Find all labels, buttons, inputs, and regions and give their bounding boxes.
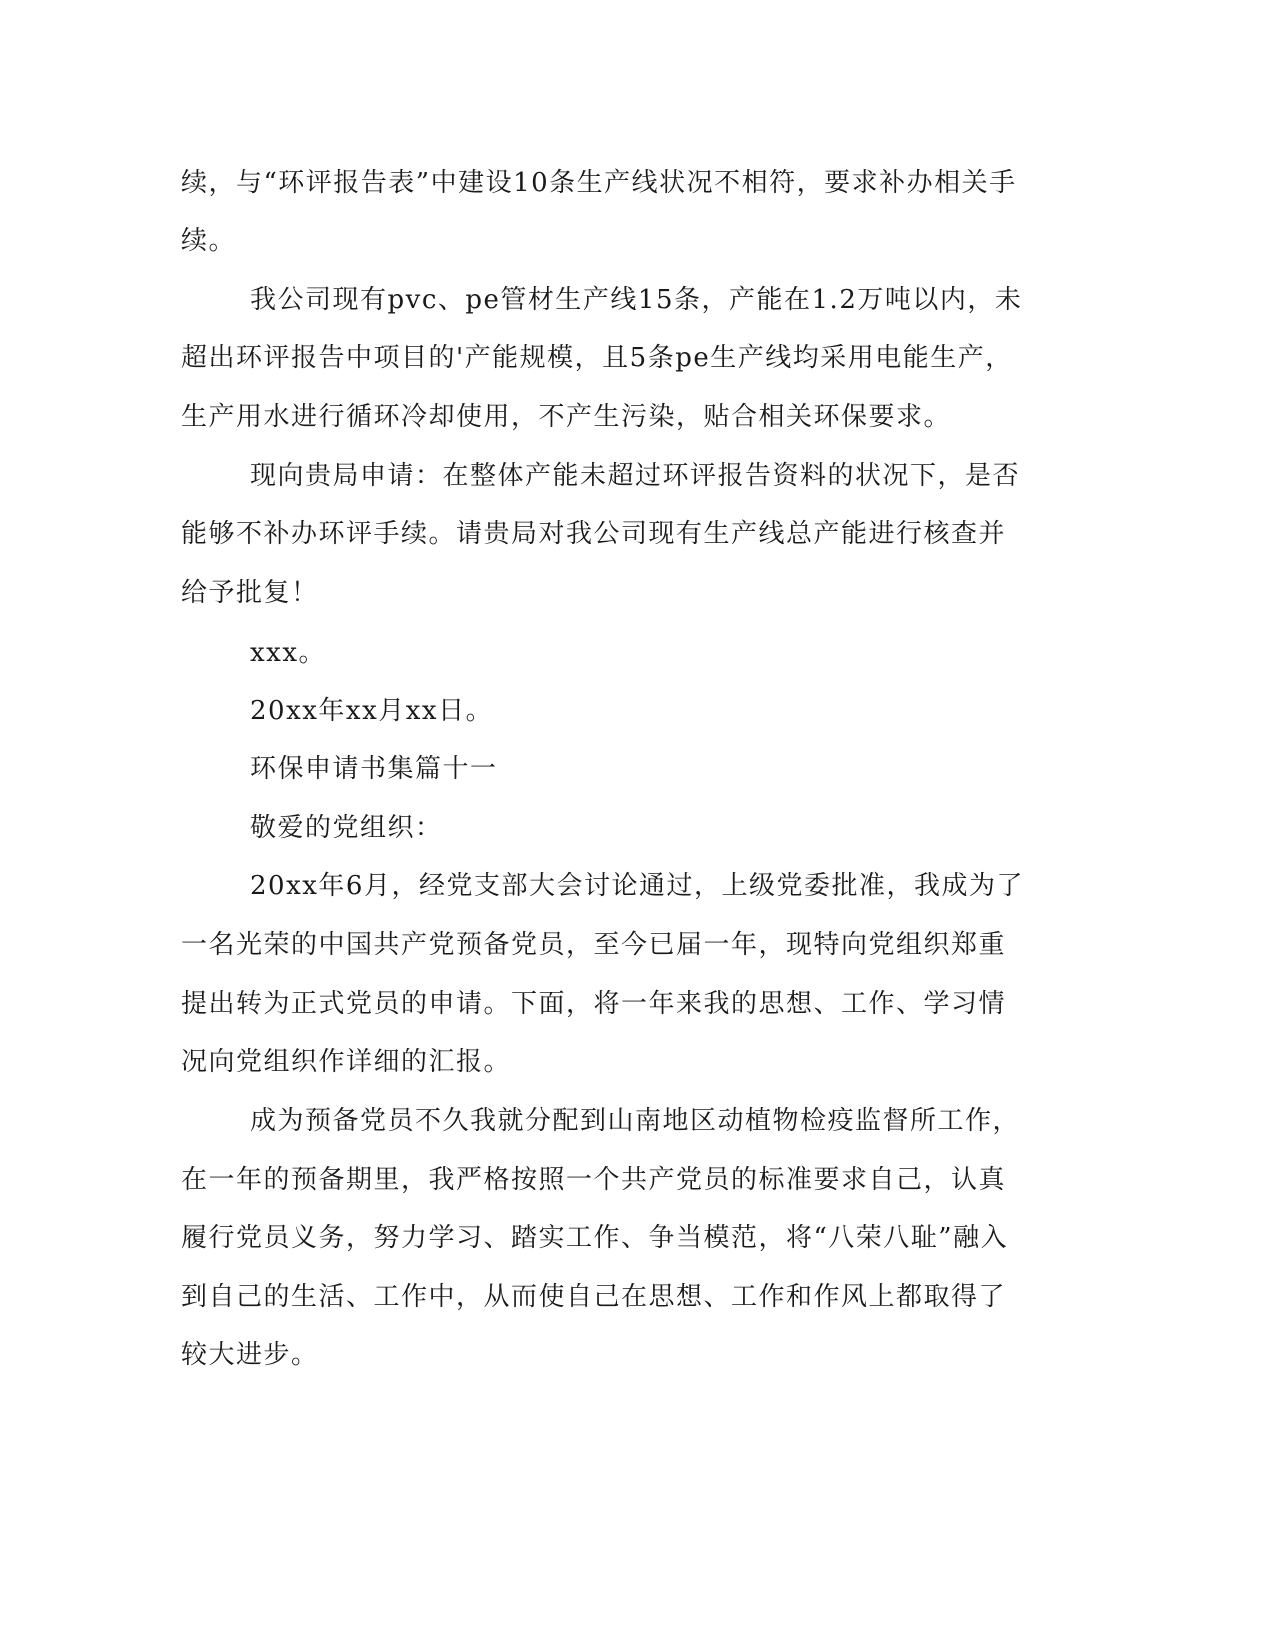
paragraph-first-line: 我公司现有pvc、pe管材生产线15条，产能在1.2万吨以内，未 xyxy=(250,285,1023,315)
signature-date: 20xx年xx月xx日。 xyxy=(250,696,494,726)
text-line: 续。 xyxy=(181,226,237,256)
paragraph-first-line: 20xx年6月，经党支部大会讨论通过，上级党委批准，我成为了 xyxy=(250,871,1024,901)
text-line: 到自己的生活、工作中，从而使自己在思想、工作和作风上都取得了 xyxy=(181,1282,1007,1312)
section-heading: 环保申请书集篇十一 xyxy=(250,754,498,784)
text-line: 一名光荣的中国共产党预备党员，至今已届一年，现特向党组织郑重 xyxy=(181,930,1007,960)
text-line: 况向党组织作详细的汇报。 xyxy=(181,1047,512,1077)
text-line: 给予批复！ xyxy=(181,578,319,608)
paragraph-first-line: 现向贵局申请：在整体产能未超过环评报告资料的状况下，是否 xyxy=(250,461,1021,491)
salutation: 敬爱的党组织： xyxy=(250,813,443,843)
text-line: 履行党员义务，努力学习、踏实工作、争当模范，将“八荣八耻”融入 xyxy=(181,1223,1009,1253)
text-line: 生产用水进行循环冷却使用，不产生污染，贴合相关环保要求。 xyxy=(181,402,952,432)
text-line: 较大进步。 xyxy=(181,1340,319,1370)
signature-name: xxx。 xyxy=(250,638,326,668)
paragraph-first-line: 成为预备党员不久我就分配到山南地区动植物检疫监督所工作， xyxy=(250,1106,1021,1136)
text-line: 超出环评报告中项目的'产能规模，且5条pe生产线均采用电能生产， xyxy=(181,343,1013,373)
text-line: 续，与“环评报告表”中建设10条生产线状况不相符，要求补办相关手 xyxy=(181,168,1017,198)
text-line: 能够不补办环评手续。请贵局对我公司现有生产线总产能进行核查并 xyxy=(181,519,1007,549)
text-line: 提出转为正式党员的申请。下面，将一年来我的思想、工作、学习情 xyxy=(181,989,1007,1019)
text-line: 在一年的预备期里，我严格按照一个共产党员的标准要求自己，认真 xyxy=(181,1165,1007,1195)
